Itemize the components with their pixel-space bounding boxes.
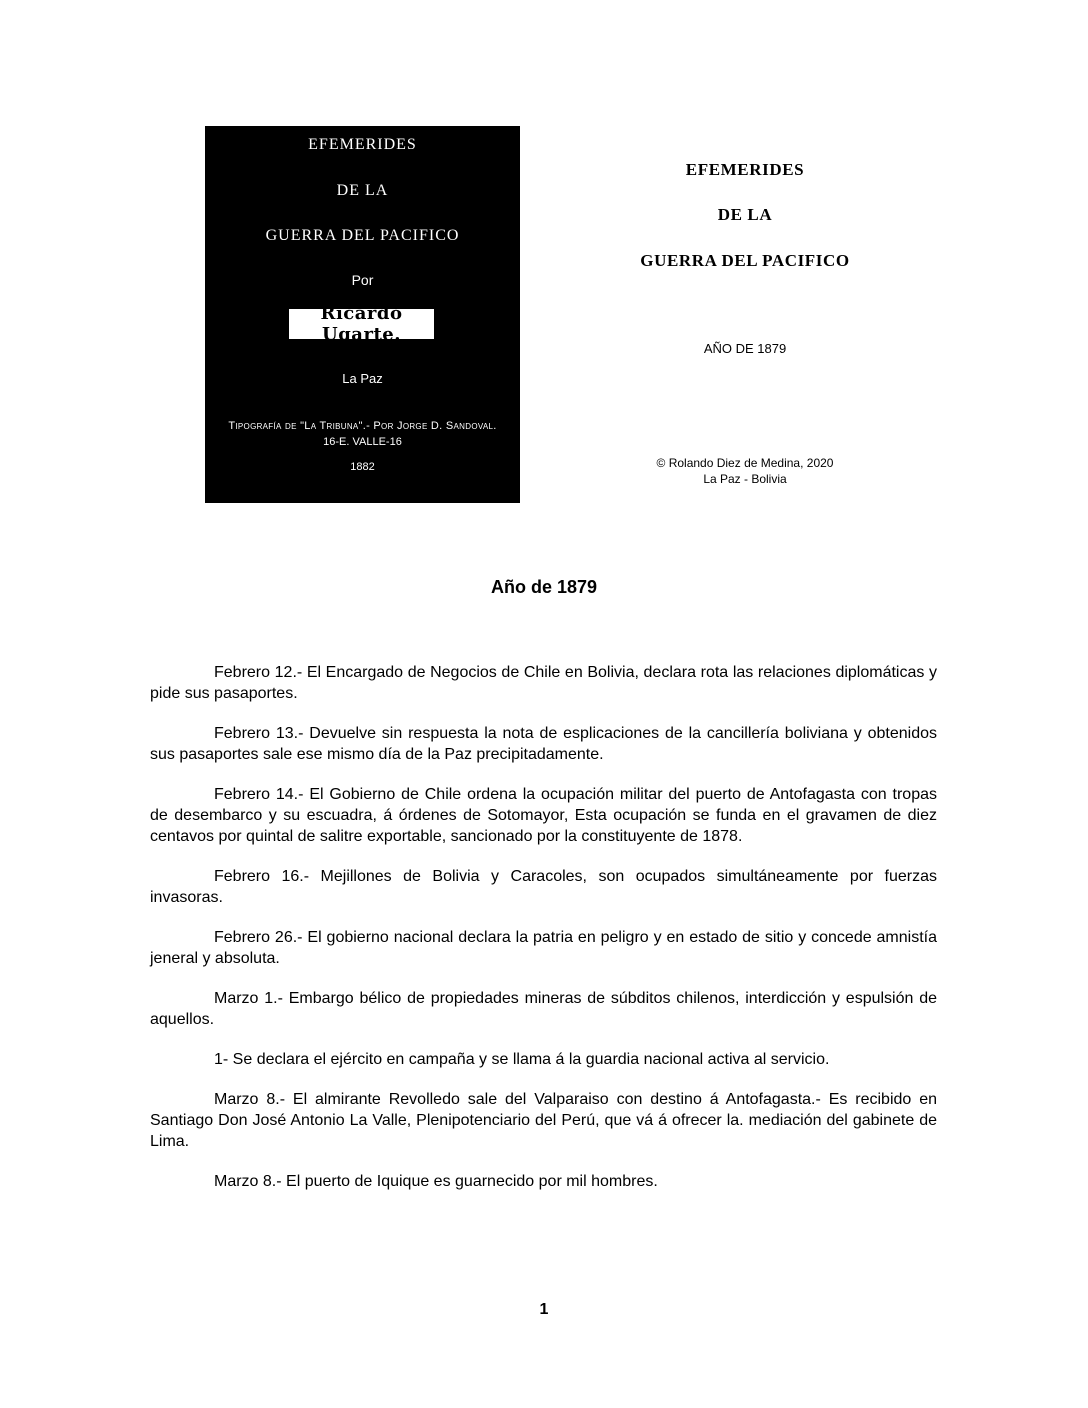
cover-title-line2: DE LA — [336, 182, 389, 199]
cover-by: Por — [351, 272, 374, 288]
title-year: AÑO DE 1879 — [703, 341, 787, 356]
entry-paragraph: Febrero 14.- El Gobierno de Chile ordena la ocupación militar del puerto de Antofagasta con tropas de desembarco y su escuadra, á órdenes de Sotomayor, Esta ocupación se funda en el gravamen de diez centavos por quintal de salitre exportable, sancionado por la constituyente de 1878. — [150, 786, 937, 845]
title-line3: GUERRA DEL PACIFICO — [640, 251, 850, 270]
cover-printer: Tipografía de "La Tribuna".- Por Jorge D. Sandoval. — [228, 420, 497, 432]
title-line1: EFEMERIDES — [685, 160, 805, 179]
title-line2: DE LA — [717, 205, 773, 224]
entries-body — [150, 662, 937, 1211]
cover-image — [205, 126, 520, 503]
section-heading: Año de 1879 — [490, 577, 598, 597]
entry-paragraph: Marzo 1.- Embargo bélico de propiedades mineras de súbditos chilenos, interdicción y espulsión de aquellos. — [150, 990, 937, 1028]
cover-author — [289, 303, 434, 345]
entry-paragraph: Febrero 12.- El Encargado de Negocios de Chile en Bolivia, declara rota las relaciones diplomáticas y pide sus pasaportes. — [150, 664, 937, 702]
cover-place: La Paz — [342, 371, 383, 386]
cover-author-text: Ricardo Ugarte. — [320, 303, 403, 345]
location-line: La Paz - Bolivia — [703, 472, 787, 486]
entry-paragraph: Febrero 16.- Mejillones de Bolivia y Caracoles, son ocupados simultáneamente por fuerzas invasoras. — [150, 868, 937, 906]
page-number: 1 — [539, 1301, 549, 1318]
entry-paragraph: Febrero 26.- El gobierno nacional declara la patria en peligro y en estado de sitio y concede amnistía jeneral y absoluta. — [150, 929, 937, 967]
copyright-line: © Rolando Diez de Medina, 2020 — [656, 456, 834, 470]
entry-list-item: 1- Se declara el ejército en campaña y se llama á la guardia nacional activa al servicio. — [214, 1051, 830, 1068]
entry-paragraph: Marzo 8.- El puerto de Iquique es guarnecido por mil hombres. — [214, 1173, 658, 1190]
cover-year: 1882 — [350, 461, 375, 473]
entry-paragraph: Marzo 8.- El almirante Revolledo sale del Valparaiso con destino á Antofagasta.- Es recibido en Santiago Don José Antonio La Valle, Plenipotenciario del Perú, que vá á ofrecer la. mediación del gabinete de Lima. — [150, 1091, 937, 1150]
entry-paragraph: Febrero 13.- Devuelve sin respuesta la nota de esplicaciones de la cancillería boliviana y obtenidos sus pasaportes sale ese mismo día de la Paz precipitadamente. — [150, 725, 937, 763]
cover-title-line3: GUERRA DEL PACIFICO — [265, 227, 460, 244]
cover-address: 16-E. VALLE-16 — [323, 436, 402, 448]
cover-title-line1: EFEMERIDES — [308, 136, 417, 153]
